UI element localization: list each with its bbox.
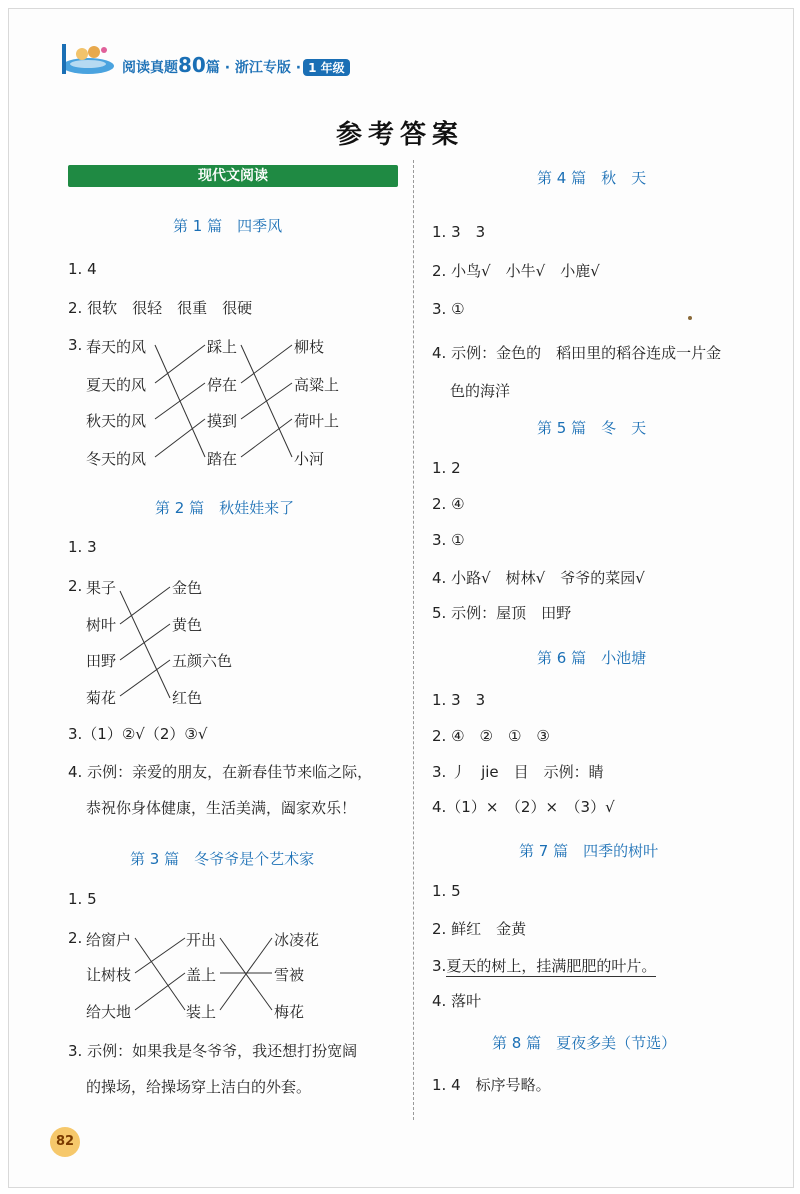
p3-answer-1: 1. 5 bbox=[68, 890, 97, 908]
p2-answer-2-label: 2. bbox=[68, 577, 83, 595]
p1-answer-3-label: 3. bbox=[68, 336, 83, 354]
p3-col-c-2: 雪被 bbox=[274, 966, 305, 984]
page-number: 82 bbox=[50, 1127, 80, 1157]
p1-col-b-2: 停在 bbox=[207, 376, 238, 394]
p3-col-c-3: 梅花 bbox=[274, 1003, 305, 1021]
passage-8-title: 第 8 篇 夏夜多美（节选） bbox=[492, 1034, 677, 1052]
p2-answer-4-line-1: 4. 示例：亲爱的朋友，在新春佳节来临之际， bbox=[68, 763, 373, 781]
passage-5-title: 第 5 篇 冬 天 bbox=[537, 419, 647, 437]
passage-1-title: 第 1 篇 四季风 bbox=[173, 217, 283, 235]
p1-col-b-1: 踩上 bbox=[207, 338, 238, 356]
p3-col-a-2: 让树枝 bbox=[86, 966, 132, 984]
p3-answer-2-label: 2. bbox=[68, 929, 83, 947]
grade-badge: 1 年级 bbox=[303, 59, 350, 76]
p4-answer-2: 2. 小鸟√ 小牛√ 小鹿√ bbox=[432, 262, 600, 280]
series-name: 阅读真题 bbox=[122, 60, 178, 76]
p1-col-a-4: 冬天的风 bbox=[86, 450, 147, 468]
p6-answer-3: 3. 丿 jie 目 示例：睛 bbox=[432, 763, 604, 781]
p1-col-a-1: 春天的风 bbox=[86, 338, 147, 356]
p7-answer-4: 4. 落叶 bbox=[432, 992, 482, 1010]
p2-col-a-4: 菊花 bbox=[86, 689, 117, 707]
p3-col-b-1: 开出 bbox=[186, 931, 217, 949]
p5-answer-3: 3. ① bbox=[432, 531, 465, 549]
p2-col-a-3: 田野 bbox=[86, 652, 117, 670]
p1-col-c-2: 高粱上 bbox=[294, 376, 340, 394]
series-edition: 篇 · 浙江专版 · bbox=[205, 60, 302, 76]
p1-col-c-4: 小河 bbox=[294, 450, 325, 468]
p3-answer-3-line-1: 3. 示例：如果我是冬爷爷，我还想打扮宽阔 bbox=[68, 1042, 358, 1060]
passage-2-title: 第 2 篇 秋娃娃来了 bbox=[155, 499, 295, 517]
p7-answer-2: 2. 鲜红 金黄 bbox=[432, 920, 527, 938]
p1-col-a-2: 夏天的风 bbox=[86, 376, 147, 394]
passage-6-title: 第 6 篇 小池塘 bbox=[537, 649, 647, 667]
page-title: 参考答案 bbox=[335, 120, 464, 150]
passage-7-title: 第 7 篇 四季的树叶 bbox=[519, 842, 659, 860]
p6-answer-2: 2. ④ ② ① ③ bbox=[432, 727, 550, 745]
p2-col-a-1: 果子 bbox=[86, 579, 117, 597]
p5-answer-4: 4. 小路√ 树林√ 爷爷的菜园√ bbox=[432, 569, 645, 587]
p1-col-c-1: 柳枝 bbox=[294, 338, 325, 356]
p6-answer-4: 4.（1）× （2）× （3）√ bbox=[432, 798, 615, 816]
p1-answer-1: 1. 4 bbox=[68, 260, 97, 278]
series-number: 80 bbox=[178, 53, 206, 77]
section-bar: 现代文阅读 bbox=[68, 165, 398, 187]
p2-answer-3: 3.（1）②√（2）③√ bbox=[68, 725, 208, 743]
p2-answer-1: 1. 3 bbox=[68, 538, 97, 556]
p2-col-b-1: 金色 bbox=[172, 579, 203, 597]
p3-col-b-2: 盖上 bbox=[186, 966, 217, 984]
p2-col-b-3: 五颜六色 bbox=[172, 652, 233, 670]
p1-answer-2: 2. 很软 很轻 很重 很硬 bbox=[68, 299, 253, 317]
p3-col-a-3: 给大地 bbox=[86, 1003, 132, 1021]
p4-answer-1: 1. 3 3 bbox=[432, 223, 486, 241]
p2-col-a-2: 树叶 bbox=[86, 616, 117, 634]
p5-answer-2: 2. ④ bbox=[432, 495, 465, 513]
p7-answer-3 bbox=[432, 955, 656, 976]
p4-answer-3: 3. ① bbox=[432, 300, 465, 318]
p1-col-b-3: 摸到 bbox=[207, 412, 238, 430]
p4-answer-4-line-1: 4. 示例：金色的 稻田里的稻谷连成一片金 bbox=[432, 344, 722, 362]
p1-col-a-3: 秋天的风 bbox=[86, 412, 147, 430]
p1-col-c-3: 荷叶上 bbox=[294, 412, 340, 430]
p7-answer-3-underlined: 夏天的树上，挂满肥肥的叶片。 bbox=[446, 957, 657, 975]
p2-col-b-4: 红色 bbox=[172, 689, 203, 707]
p7-answer-3-label: 3. bbox=[432, 957, 447, 975]
p5-answer-1: 1. 2 bbox=[432, 459, 461, 477]
p7-answer-1: 1. 5 bbox=[432, 882, 461, 900]
passage-4-title: 第 4 篇 秋 天 bbox=[537, 169, 647, 187]
p1-col-b-4: 踏在 bbox=[207, 450, 238, 468]
p5-answer-5: 5. 示例：屋顶 田野 bbox=[432, 604, 572, 622]
p2-col-b-2: 黄色 bbox=[172, 616, 203, 634]
p3-col-c-1: 冰凌花 bbox=[274, 931, 320, 949]
p3-col-b-3: 装上 bbox=[186, 1003, 217, 1021]
p3-answer-3-line-2: 的操场，给操场穿上洁白的外套。 bbox=[86, 1078, 312, 1096]
p2-answer-4-line-2: 恭祝你身体健康，生活美满，阖家欢乐！ bbox=[86, 799, 357, 817]
p8-answer-1: 1. 4 标序号略。 bbox=[432, 1076, 551, 1094]
passage-3-title: 第 3 篇 冬爷爷是个艺术家 bbox=[130, 850, 315, 868]
p3-col-a-1: 给窗户 bbox=[86, 931, 132, 949]
p6-answer-1: 1. 3 3 bbox=[432, 691, 486, 709]
p4-answer-4-line-2: 色的海洋 bbox=[450, 382, 511, 400]
